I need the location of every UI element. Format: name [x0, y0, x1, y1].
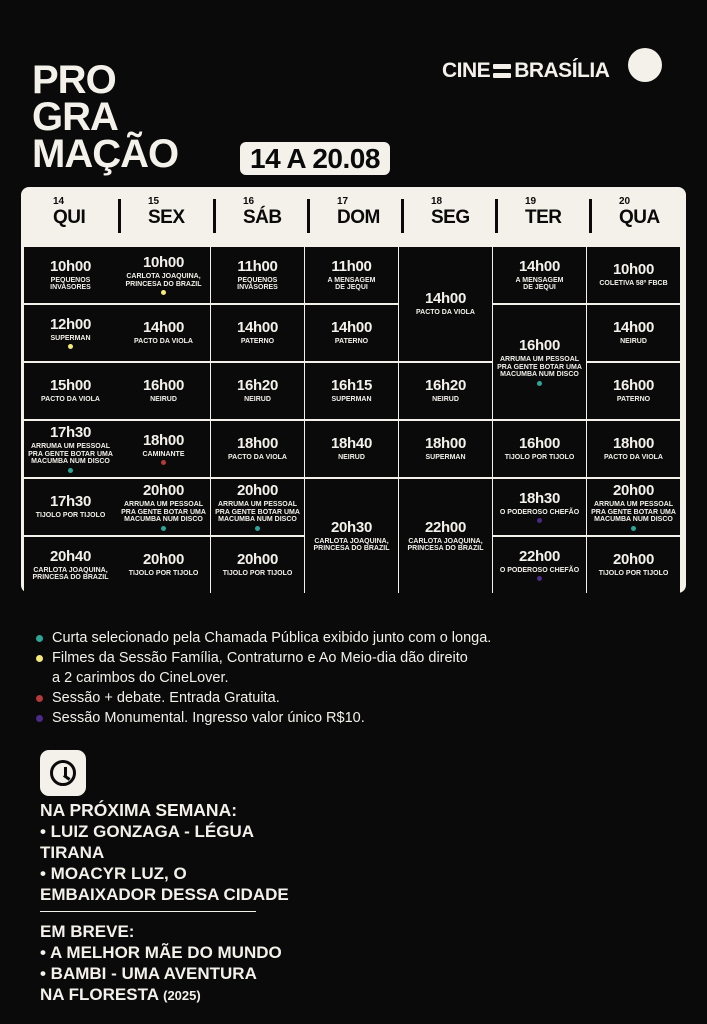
session-cell	[399, 247, 492, 361]
session-film: ARRUMA UM PESSOAL PRA GENTE BOTAR UMA MACUMBA NUM DISCO	[215, 501, 300, 524]
session-film: PATERNO	[616, 396, 651, 404]
session-time: 18h00	[142, 431, 185, 449]
logo-mark-icon	[493, 62, 511, 80]
session-cell	[493, 479, 586, 535]
day-header-6	[587, 197, 660, 237]
session-film: SUPERMAN	[331, 396, 372, 404]
session-time: 10h00	[142, 254, 185, 271]
session-film: PACTO DA VIOLA	[416, 309, 475, 317]
session-film: PATERNO	[334, 338, 369, 346]
teal-dot-icon	[255, 526, 260, 531]
session-time: 20h00	[612, 551, 655, 569]
day-name: DOM	[337, 207, 380, 228]
days-header	[21, 187, 686, 245]
session-cell	[117, 479, 210, 535]
legend	[36, 628, 491, 728]
day-separator	[307, 199, 310, 233]
session-cell	[587, 421, 680, 477]
title-line-1: PRO	[32, 58, 116, 102]
day-number: 19	[525, 196, 537, 207]
legend-text-purple: Sessão Monumental. Ingresso valor único R$10.	[52, 710, 365, 726]
day-header-2	[211, 197, 282, 237]
day-header-0	[21, 197, 85, 237]
session-cell	[117, 537, 210, 593]
session-film: TIJOLO POR TIJOLO	[128, 570, 199, 578]
yellow-dot-icon	[68, 344, 73, 349]
session-film: TIJOLO POR TIJOLO	[598, 570, 669, 578]
session-cell	[587, 247, 680, 303]
session-cell	[211, 421, 304, 477]
session-cell	[24, 305, 117, 361]
session-film: CARLOTA JOAQUINA, PRINCESA DO BRAZIL	[32, 566, 109, 581]
teal-dot-icon	[631, 526, 636, 531]
session-cell	[587, 363, 680, 419]
day-name: SEX	[148, 207, 185, 228]
session-film: PEQUENOS INVASORES	[237, 276, 278, 291]
yellow-dot-icon	[161, 290, 166, 295]
page-title	[32, 58, 179, 176]
legend-item-red	[36, 688, 491, 708]
session-film: NEIRUD	[620, 338, 647, 346]
session-cell	[24, 421, 117, 477]
day-number: 14	[53, 196, 65, 207]
session-time: 22h00	[518, 547, 561, 565]
legend-text-yellow-2: a 2 carimbos do CineLover.	[52, 670, 229, 686]
session-film: A MENSAGEM DE JEQUI	[327, 276, 376, 291]
session-cell	[305, 421, 398, 477]
logo-circle-icon	[628, 48, 662, 82]
session-film: PACTO DA VIOLA	[134, 338, 193, 346]
session-cell	[211, 479, 304, 535]
logo-text-right: BRASÍLIA	[514, 59, 610, 82]
session-time: 15h00	[49, 377, 92, 395]
clock-hand-minute	[63, 774, 70, 780]
coming-soon-item-2a: • BAMBI - UMA AVENTURA	[40, 964, 257, 983]
legend-item-teal	[36, 628, 491, 648]
session-cell	[211, 305, 304, 361]
clock-face	[50, 760, 76, 786]
session-cell	[305, 305, 398, 361]
session-cell	[399, 421, 492, 477]
session-time: 18h40	[330, 435, 373, 453]
day-separator	[213, 199, 216, 233]
session-film: O PODEROSO CHEFÃO	[499, 566, 580, 574]
session-cell	[117, 363, 210, 419]
session-time: 14h00	[518, 257, 561, 275]
purple-dot-icon	[36, 715, 43, 722]
red-dot-icon	[36, 695, 43, 702]
session-film: O PODEROSO CHEFÃO	[499, 508, 580, 516]
session-cell	[211, 363, 304, 419]
next-week-item-2b: EMBAIXADOR DESSA CIDADE	[40, 885, 289, 904]
teal-dot-icon	[36, 635, 43, 642]
session-film: NEIRUD	[338, 454, 365, 462]
date-range-badge: 14 A 20.08	[240, 142, 390, 175]
session-cell	[305, 363, 398, 419]
day-header-3	[305, 197, 380, 237]
session-film: SUPERMAN	[50, 334, 91, 342]
logo-text-left: CINE	[442, 59, 491, 82]
day-name: SEG	[431, 207, 470, 228]
session-film: PEQUENOS INVASORES	[50, 276, 91, 291]
day-header-4	[399, 197, 470, 237]
day-number: 16	[243, 196, 255, 207]
day-separator	[118, 199, 121, 233]
legend-item-yellow	[36, 648, 491, 668]
session-time: 16h20	[236, 377, 279, 395]
day-name: SÁB	[243, 207, 282, 228]
clock-icon	[40, 750, 86, 796]
session-film: NEIRUD	[244, 396, 271, 404]
session-time: 16h00	[142, 377, 185, 395]
coming-soon-item-2b-title: NA FLORESTA	[40, 985, 159, 1004]
legend-text-yellow-1: Filmes da Sessão Família, Contraturno e Ao Meio-dia dão direito	[52, 650, 468, 666]
session-film: NEIRUD	[150, 396, 177, 404]
section-divider	[40, 911, 256, 912]
session-time: 22h00	[424, 518, 467, 536]
title-line-3: MAÇÃO	[32, 132, 179, 176]
day-separator	[589, 199, 592, 233]
session-time: 14h00	[424, 290, 467, 308]
purple-dot-icon	[537, 576, 542, 581]
legend-text-red: Sessão + debate. Entrada Gratuita.	[52, 690, 280, 706]
session-cell	[117, 421, 210, 477]
session-time: 20h00	[236, 482, 279, 500]
coming-soon-heading: EM BREVE:	[40, 922, 135, 941]
session-film: PACTO DA VIOLA	[41, 396, 100, 404]
day-number: 17	[337, 196, 349, 207]
session-time: 14h00	[612, 319, 655, 337]
session-film: ARRUMA UM PESSOAL PRA GENTE BOTAR UMA MACUMBA NUM DISCO	[497, 356, 582, 379]
teal-dot-icon	[537, 381, 542, 386]
session-film: COLETIVA 58º FBCB	[599, 280, 668, 288]
coming-soon-item-1: • A MELHOR MÃE DO MUNDO	[40, 943, 282, 962]
session-time: 16h00	[612, 377, 655, 395]
session-time: 20h30	[330, 518, 373, 536]
session-time: 20h00	[142, 551, 185, 569]
session-film: PACTO DA VIOLA	[604, 454, 663, 462]
session-cell	[211, 537, 304, 593]
session-cell	[587, 305, 680, 361]
session-time: 18h00	[236, 435, 279, 453]
session-film: ARRUMA UM PESSOAL PRA GENTE BOTAR UMA MACUMBA NUM DISCO	[28, 443, 113, 466]
next-week-item-1b: TIRANA	[40, 843, 105, 862]
session-cell	[117, 305, 210, 361]
next-week-item-2a: • MOACYR LUZ, O	[40, 864, 187, 883]
day-name: TER	[525, 207, 562, 228]
session-film: NEIRUD	[432, 396, 459, 404]
legend-item-purple	[36, 708, 491, 728]
session-cell	[305, 247, 398, 303]
legend-text-teal: Curta selecionado pela Chamada Pública exibido junto com o longa.	[52, 630, 492, 646]
session-time: 20h00	[142, 482, 185, 500]
session-cell	[24, 479, 117, 535]
session-film: A MENSAGEM DE JEQUI	[515, 276, 564, 291]
session-film: SUPERMAN	[425, 454, 466, 462]
cine-brasilia-logo	[442, 58, 609, 84]
session-film: CARLOTA JOAQUINA, PRINCESA DO BRAZIL	[313, 537, 390, 552]
session-time: 20h00	[612, 482, 655, 500]
session-time: 16h00	[518, 435, 561, 453]
session-time: 20h40	[49, 547, 92, 565]
session-cell	[211, 247, 304, 303]
session-cell	[117, 247, 210, 303]
yellow-dot-icon	[36, 655, 43, 662]
session-film: ARRUMA UM PESSOAL PRA GENTE BOTAR UMA MACUMBA NUM DISCO	[121, 501, 206, 524]
session-cell	[24, 537, 117, 593]
session-cell	[493, 421, 586, 477]
session-time: 18h00	[424, 435, 467, 453]
day-separator	[401, 199, 404, 233]
session-film: CARLOTA JOAQUINA, PRINCESA DO BRAZIL	[125, 273, 202, 288]
day-number: 20	[619, 196, 631, 207]
day-number: 15	[148, 196, 160, 207]
day-name: QUA	[619, 207, 660, 228]
session-film: TIJOLO POR TIJOLO	[504, 454, 575, 462]
red-dot-icon	[161, 460, 166, 465]
coming-soon-section	[40, 921, 330, 1006]
session-film: ARRUMA UM PESSOAL PRA GENTE BOTAR UMA MACUMBA NUM DISCO	[591, 501, 676, 524]
day-header-1	[116, 197, 185, 237]
day-header-5	[493, 197, 562, 237]
session-film: PATERNO	[240, 338, 275, 346]
session-time: 14h00	[142, 319, 185, 337]
session-film: CAMINANTE	[142, 450, 185, 458]
next-week-item-1a: • LUIZ GONZAGA - LÉGUA	[40, 822, 255, 841]
session-time: 17h30	[49, 424, 92, 442]
session-time: 11h00	[331, 257, 372, 275]
session-time: 17h30	[49, 493, 92, 511]
session-cell	[587, 479, 680, 535]
session-time: 16h20	[424, 377, 467, 395]
session-cell	[493, 247, 586, 303]
session-time: 10h00	[49, 257, 92, 275]
teal-dot-icon	[68, 468, 73, 473]
session-time: 18h30	[518, 489, 561, 507]
coming-soon-item-2b	[40, 984, 330, 1006]
next-week-heading: NA PRÓXIMA SEMANA:	[40, 800, 238, 820]
session-cell	[24, 247, 117, 303]
teal-dot-icon	[161, 526, 166, 531]
session-time: 20h00	[236, 551, 279, 569]
session-cell	[399, 479, 492, 593]
session-time: 18h00	[612, 435, 655, 453]
session-film: CARLOTA JOAQUINA, PRINCESA DO BRAZIL	[407, 537, 484, 552]
day-number: 18	[431, 196, 443, 207]
session-cell	[493, 305, 586, 419]
day-name: QUI	[53, 207, 86, 228]
session-cell	[305, 479, 398, 593]
session-film: TIJOLO POR TIJOLO	[35, 512, 106, 520]
next-week-section	[40, 800, 330, 905]
coming-soon-item-2b-year: (2025)	[163, 988, 201, 1003]
session-time: 16h00	[518, 337, 561, 355]
session-time: 11h00	[237, 257, 278, 275]
session-film: TIJOLO POR TIJOLO	[222, 570, 293, 578]
purple-dot-icon	[537, 518, 542, 523]
session-cell	[399, 363, 492, 419]
session-cell	[587, 537, 680, 593]
session-time: 16h15	[330, 377, 373, 395]
schedule-grid	[21, 187, 686, 593]
session-time: 10h00	[612, 261, 655, 279]
session-cell	[24, 363, 117, 419]
session-time: 12h00	[49, 315, 92, 333]
session-cell	[493, 537, 586, 593]
session-time: 14h00	[330, 319, 373, 337]
title-line-2: GRA	[32, 95, 118, 139]
session-time: 14h00	[236, 319, 279, 337]
session-film: PACTO DA VIOLA	[228, 454, 287, 462]
day-separator	[495, 199, 498, 233]
